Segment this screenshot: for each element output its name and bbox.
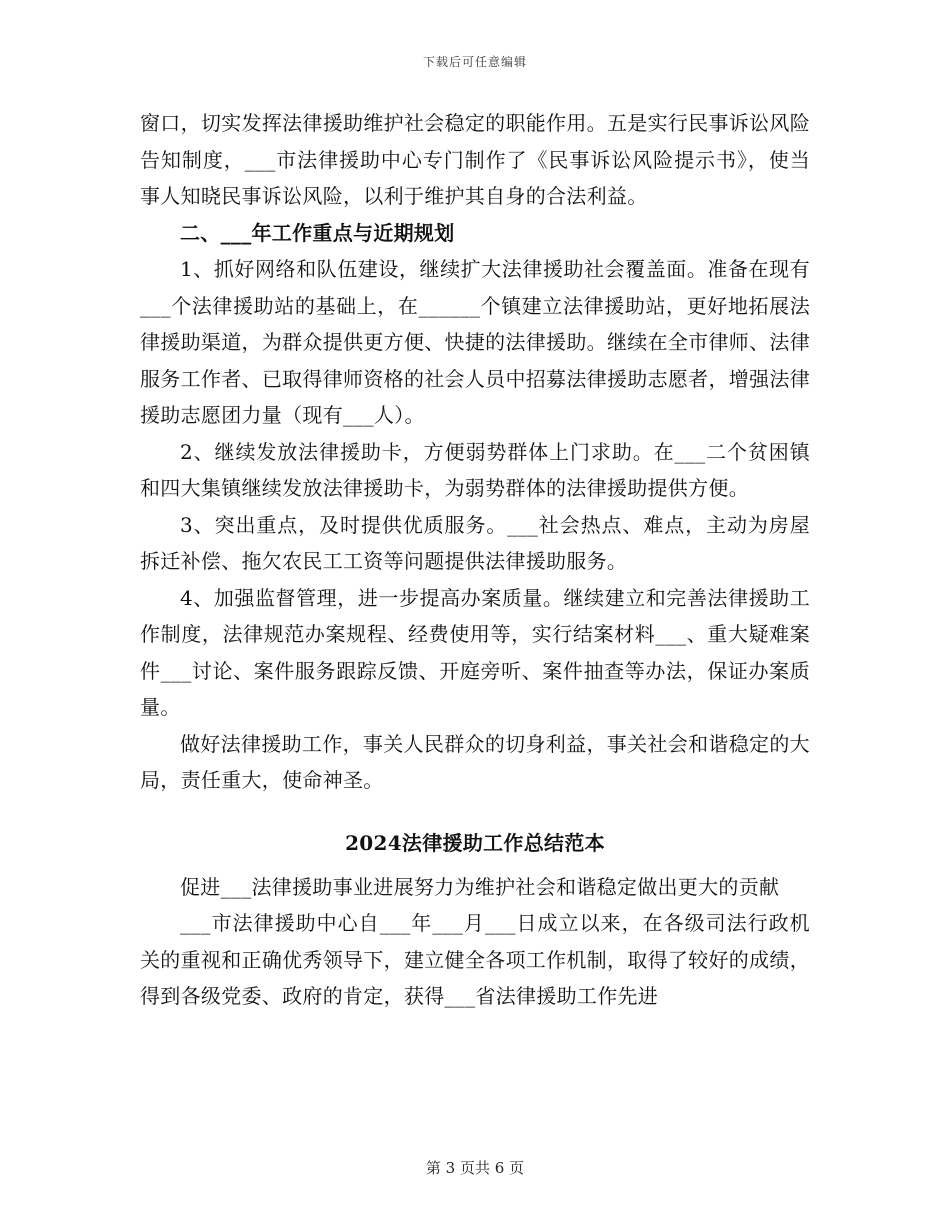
document-title: 2024法律援助工作总结范本 bbox=[345, 830, 605, 855]
plan-item-2: 2、继续发放法律援助卡，方便弱势群体上门求助。在___二个贫困镇和四大集镇继续发放法律援助卡，为弱势群体的法律援助提供方便。 bbox=[140, 439, 810, 500]
page-number-footer: 第 3 页共 6 页 bbox=[425, 1159, 525, 1177]
plan-item-1: 1、抓好网络和队伍建设，继续扩大法律援助社会覆盖面。准备在现有___个法律援助站的基础上，在______个镇建立法律援助站，更好地拓展法律援助渠道，为群众提供更方便、快捷的法律援助。继续在全市律师、法律服务工作者、已取得律师资格的社会人员中招募法律援助志愿者，增强法律援助志愿团力量（现有___人）。 bbox=[140, 257, 810, 427]
intro-paragraph: ___市法律援助中心自___年___月___日成立以来，在各级司法行政机关的重视和正确优秀领导下，建立健全各项工作机制，取得了较好的成绩，得到各级党委、政府的肯定，获得___省法律援助工作先进 bbox=[140, 911, 810, 1008]
page-header-note: 下载后可任意编辑 bbox=[422, 55, 527, 69]
closing-paragraph: 做好法律援助工作，事关人民群众的切身利益，事关社会和谐稳定的大局，责任重大，使命神圣。 bbox=[140, 731, 810, 792]
plan-item-3: 3、突出重点，及时提供优质服务。___社会热点、难点，主动为房屋拆迁补偿、拖欠农民工工资等问题提供法律援助服务。 bbox=[140, 512, 810, 573]
plan-item-4: 4、加强监督管理，进一步提高办案质量。继续建立和完善法律援助工作制度，法律规范办案规程、经费使用等，实行结案材料___、重大疑难案件___讨论、案件服务跟踪反馈、开庭旁听、案件抽查等办法，保证办案质量。 bbox=[140, 585, 810, 719]
section-heading: 二、___年工作重点与近期规划 bbox=[180, 220, 455, 245]
subtitle-paragraph: 促进___法律援助事业进展努力为维护社会和谐稳定做出更大的贡献 bbox=[180, 874, 780, 899]
document-body bbox=[140, 105, 810, 1015]
paragraph-continuation: 窗口，切实发挥法律援助维护社会稳定的职能作用。五是实行民事诉讼风险告知制度，___市法律援助中心专门制作了《民事诉讼风险提示书》，使当事人知晓民事诉讼风险，以利于维护其自身的合法利益。 bbox=[140, 111, 810, 208]
